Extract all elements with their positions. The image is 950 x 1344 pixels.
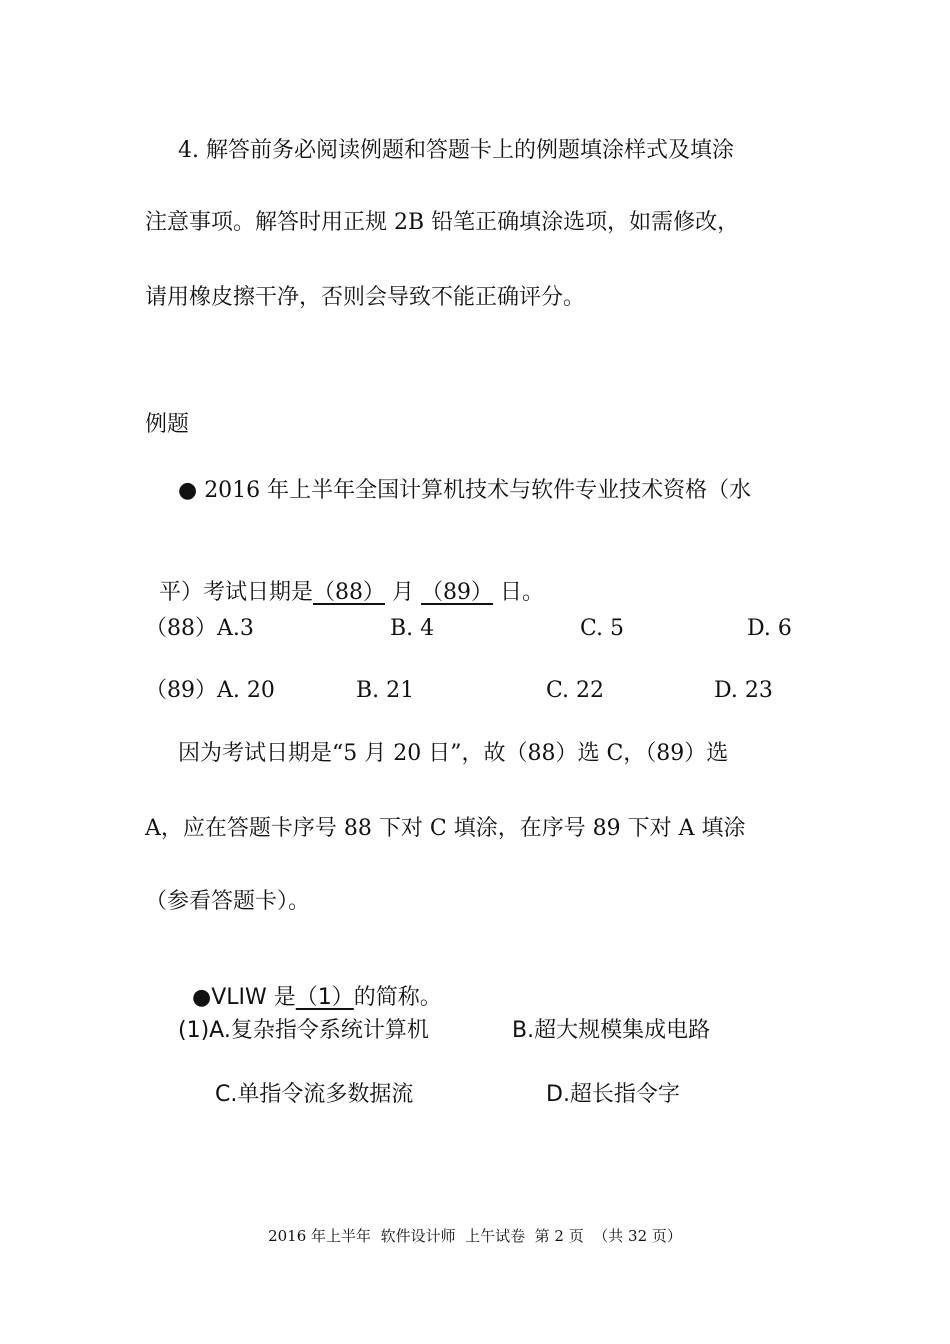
question-1-stem: [178, 953, 442, 1013]
question-1-option-b: B.超大规模集成电路: [512, 1018, 711, 1043]
explanation-line-3: （参看答题卡）。: [145, 889, 311, 914]
instruction-line-3: 请用橡皮擦干净，否则会导致不能正确评分。: [145, 285, 586, 310]
question-text: 日。: [493, 580, 545, 605]
question-text: 月: [385, 580, 422, 605]
q88-option-c: C. 5: [580, 616, 625, 641]
blank-89: （89）: [421, 580, 494, 605]
question-text: ●VLIW 是: [192, 985, 296, 1010]
example-question-line-1: ● 2016 年上半年全国计算机技术与软件专业技术资格（水: [178, 478, 752, 503]
question-text: 平）考试日期是: [159, 580, 314, 605]
blank-1: （1）: [295, 985, 354, 1010]
q88-option-b: B. 4: [390, 616, 435, 641]
instruction-line-2: 注意事项。解答时用正规 2B 铅笔正确填涂选项，如需修改，: [145, 210, 740, 235]
question-text: 的简称。: [353, 985, 442, 1010]
question-1-option-a: (1)A.复杂指令系统计算机: [178, 1018, 429, 1043]
q89-option-c: C. 22: [546, 678, 605, 703]
q89-option-d: D. 23: [714, 678, 773, 703]
q89-option-a: （89）A. 20: [145, 678, 275, 703]
page-footer: 2016 年上半年 软件设计师 上午试卷 第 2 页 （共 32 页）: [268, 1227, 682, 1245]
explanation-line-1: 因为考试日期是“5 月 20 日”，故（88）选 C，（89）选: [178, 741, 729, 766]
q88-option-d: D. 6: [747, 616, 792, 641]
question-1-option-c: C.单指令流多数据流: [215, 1082, 414, 1107]
question-1-option-d: D.超长指令字: [546, 1082, 680, 1107]
q89-option-b: B. 21: [356, 678, 415, 703]
blank-88: （88）: [313, 580, 386, 605]
instruction-line-1: 4. 解答前务必阅读例题和答题卡上的例题填涂样式及填涂: [178, 138, 734, 163]
explanation-line-2: A，应在答题卡序号 88 下对 C 填涂，在序号 89 下对 A 填涂: [145, 816, 746, 841]
example-question-line-2: [145, 548, 544, 608]
q88-option-a: （88）A.3: [145, 616, 254, 641]
example-heading: 例题: [145, 412, 190, 437]
